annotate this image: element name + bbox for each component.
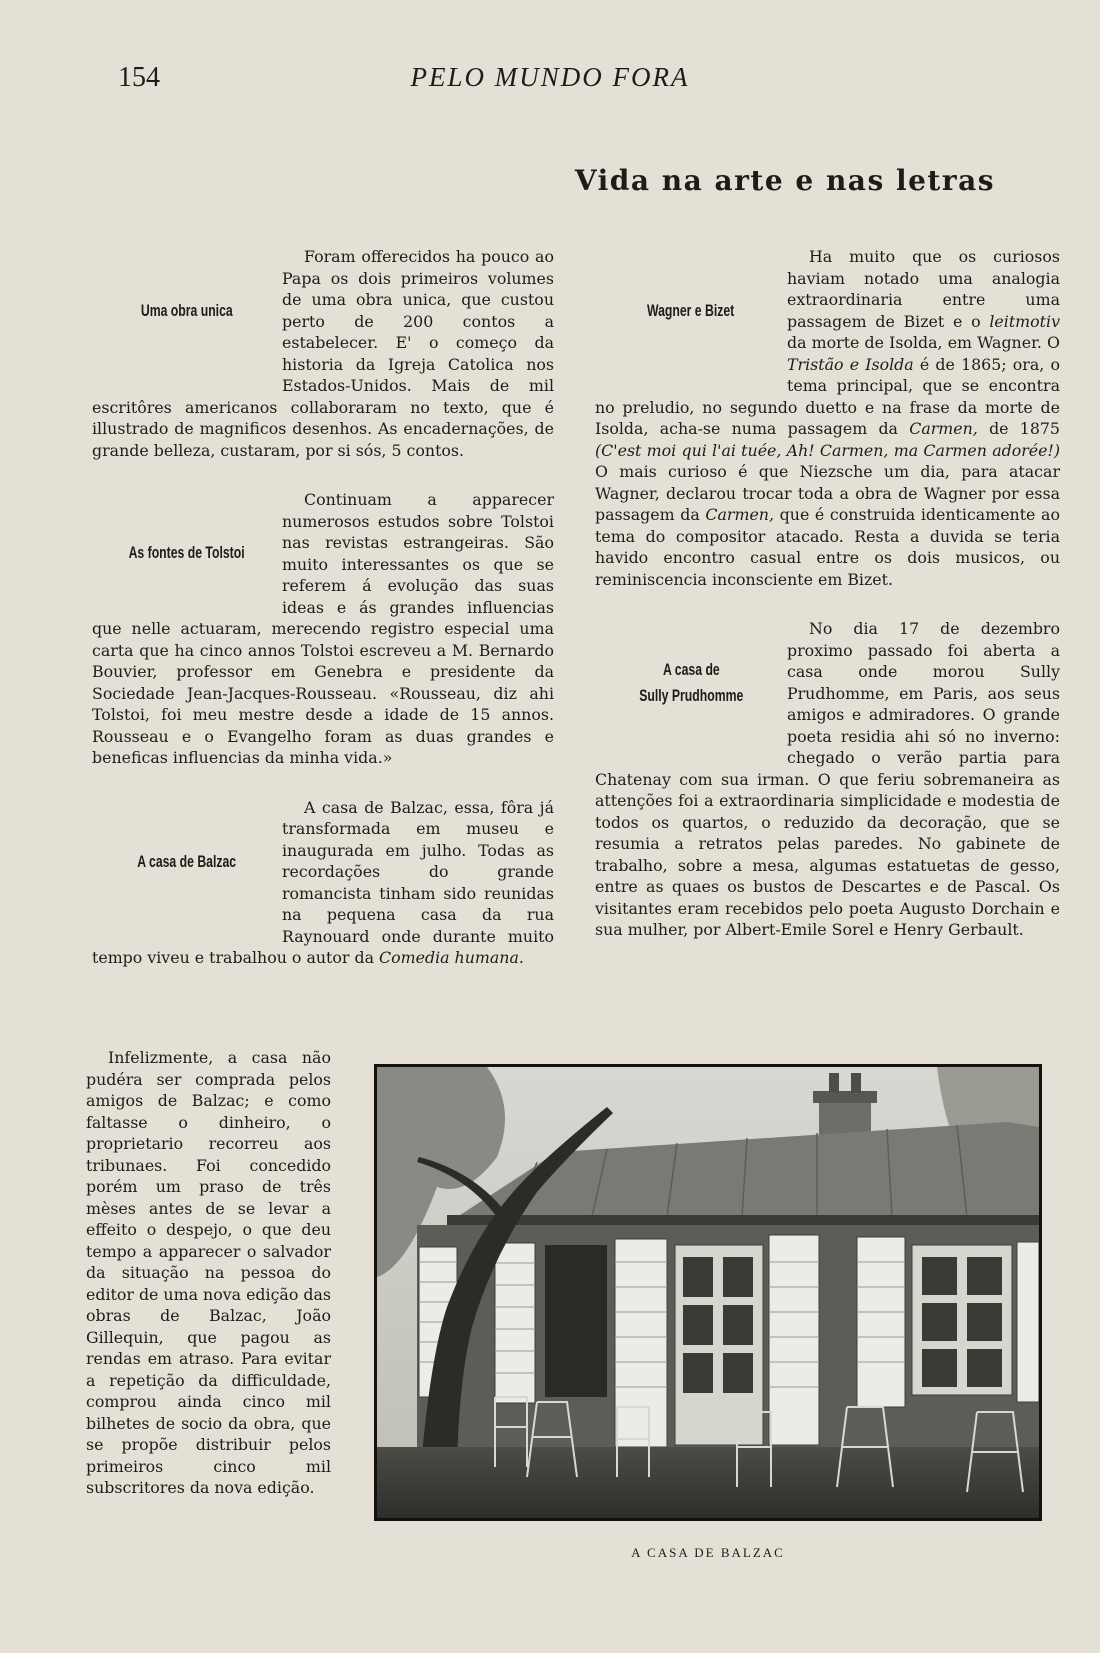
running-head (118, 58, 982, 98)
right-column (595, 246, 1060, 941)
section-title: Vida na arte e nas letras (574, 164, 995, 197)
text-run: Ha muito que os curiosos haviam notado uma analogia extraordinaria entre uma passagem de Bizet e o (787, 247, 1060, 331)
article-body-text: A casa de Balzac, essa, fôra já transformada em museu e inaugurada em julho. Todas as recordações do grande romancista tinham sido reunidas na pequena casa da rua Raynouard onde durante muito tempo viveu e trabalhou o autor da (92, 797, 554, 967)
side-heading-box (595, 246, 787, 376)
italic-run: (C'est moi qui l'ai tuée, Ah! Carmen, ma Carmen adorée!) (595, 440, 1060, 460)
article-body: No dia 17 de dezembro proximo passado foi aberta a casa onde morou Sully Prudhomme, em Paris, aos seus amigos e admiradores. O grande poeta residia ahi só no inverno: chegado o verão partia para Chatenay com sua irman. O que feriu sobremaneira as attenções foi a extraordinaria simplicidade e modestia de todos os quartos, o reduzido da decoração, que se resumia a retratos pelas paredes. No gabinete de trabalho, sobre a mesa, algumas estatuetas de gesso, entre as quaes os bustos de Descartes e de Pascal. Os visitantes eram recebidos pelo poeta Augusto Dorchain e sua mulher, por Albert-Emile Sorel e Henry Gerbault. (595, 619, 1060, 939)
side-heading-box (595, 618, 787, 748)
spacer (92, 769, 554, 797)
article-balzac-continued (86, 1047, 331, 1499)
house-photo-illustration (377, 1067, 1039, 1518)
side-heading-box (92, 489, 282, 617)
article-body: Continuam a apparecer numerosos estudos sobre Tolstoi nas revistas estrangeiras. São muito interessantes os que se referem á evolução das suas ideas e ás grandes influencias que nelle actuaram, merecendo registro especial uma carta que ha cinco annos Tolstoi escreveu a M. Bernardo Bouvier, professor em Genebra e presidente da Sociedade Jean-Jacques-Rousseau. «Rousseau, diz ahi Tolstoi, foi meu mestre desde a idade de 15 annos. Rousseau e o Evangelho foram as duas grandes e beneficas influencias da minha vida.» (92, 490, 554, 767)
side-heading-box (92, 797, 282, 927)
italic-run: leitmotiv (989, 311, 1060, 331)
photo-caption: A CASA DE BALZAC (631, 1545, 785, 1560)
spacer (92, 461, 554, 489)
italic-run: Carmen, (705, 505, 775, 524)
text-run: da morte de Isolda, em Wagner. O (787, 333, 1060, 352)
article-heading: A casa de Balzac (137, 851, 237, 871)
text-run: é de 1865; ora, o tema principal, que se encontra no preludio, no segundo duetto e na frase da morte de Isolda, acha-se numa passagem da (595, 354, 1061, 438)
article-obra-unica (92, 246, 554, 461)
article-heading: As fontes de Tolstoi (128, 543, 246, 562)
article-body: Foram offerecidos ha pouco ao Papa os dois primeiros volumes de uma obra unica, que custou perto de 200 contos a estabelecer. E' o começo da historia da Igreja Catolica nos Estados-Unidos. Mais de mil escritôres americanos collaboraram no texto, que é illustrado de magnificos desenhos. As encadernações, de grande belleza, custaram, por si sós, 5 contos. (92, 247, 554, 460)
italic-run: Tristão e Isolda (787, 354, 914, 374)
article-heading-line1: A casa de (662, 660, 720, 679)
journal-title: PELO MUNDO FORA (410, 62, 690, 92)
article-tolstoi (92, 489, 554, 769)
article-wagner-bizet (595, 246, 1060, 590)
article-heading-line2: Sully Prudhomme (638, 686, 744, 705)
article-balzac (92, 797, 554, 969)
text-run: O mais curioso é que Niezsche um dia, para atacar Wagner, declarou trocar toda a obra de Wagner por essa passagem da (595, 462, 1060, 524)
italic-run: Carmen, (909, 419, 978, 438)
text-run: de 1875 (977, 419, 1060, 438)
article-heading: Uma obra unica (141, 301, 233, 320)
photo-casa-de-balzac (374, 1064, 1042, 1521)
text-run: que é construida identicamente ao tema do compositor atacado. Resta a duvida se teria havido encontro casual entre os dois musicos, ou reminiscencia inconsciente em Bizet. (595, 505, 1060, 589)
article-body-continuation: Infelizmente, a casa não pudéra ser comprada pelos amigos de Balzac; e como faltasse o dinheiro, o proprietario recorreu aos tribunaes. Foi concedido porém um praso de três mèses antes de se levar a effeito o despejo, o que deu tempo a apparecer o salvador da situação na pessoa do editor de uma nova edição das obras de Balzac, João Gillequin, que pagou as rendas em atraso. Para evitar a repetição da difficuldade, comprou ainda cinco mil bilhetes de socio da obra, que se propõe distribuir pelos primeiros cinco mil subscritores da nova edição. (86, 1048, 332, 1497)
page-number: 154 (118, 62, 160, 93)
left-column (92, 246, 554, 969)
article-heading: Wagner e Bizet (647, 301, 735, 320)
article-sully-prudhomme (595, 618, 1060, 941)
book-title: Comedia humana. (379, 948, 524, 967)
side-heading-box (92, 246, 282, 376)
spacer (595, 590, 1060, 618)
